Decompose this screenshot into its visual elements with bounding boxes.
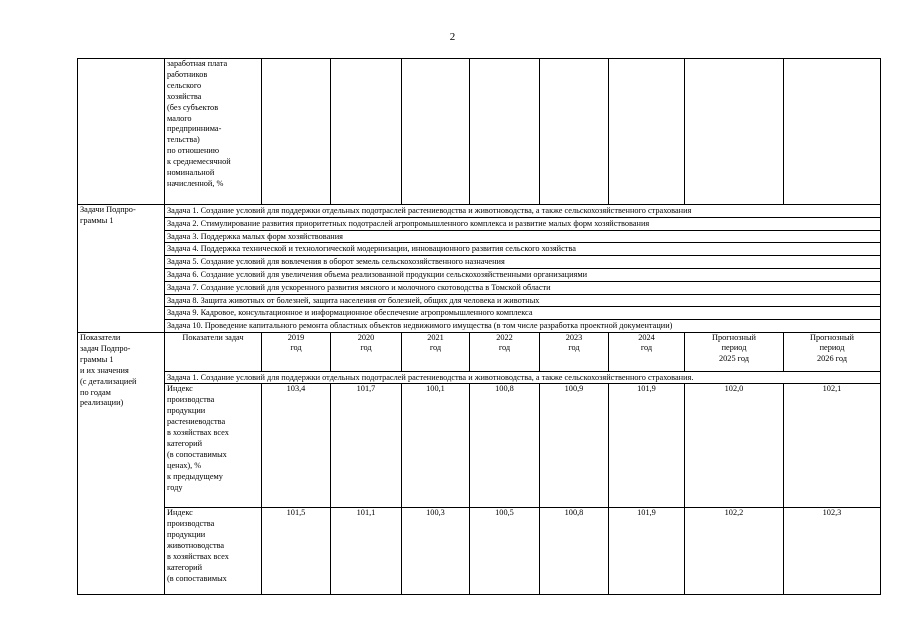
task-3: Задача 3. Поддержка малых форм хозяйствования xyxy=(165,230,881,243)
indicator-value: 101,9 xyxy=(609,384,685,508)
year-2026-header: Прогнозный период 2026 год xyxy=(784,332,881,371)
task-1-subheader: Задача 1. Создание условий для поддержки отдельных подотраслей растениеводства и животноводства, а также сельскохозяйственного страхования. xyxy=(165,371,881,384)
task-row xyxy=(78,307,881,320)
task-row xyxy=(78,217,881,230)
indicator-name: Индекс производства продукции животноводства в хозяйствах всех категорий (в сопоставимых xyxy=(165,508,262,595)
indicator-value: 102,2 xyxy=(685,508,784,595)
indicator-value: 101,7 xyxy=(331,384,402,508)
empty-cell xyxy=(540,59,609,205)
indicator-row xyxy=(78,508,881,595)
tasks-label: Задачи Подпро- граммы 1 xyxy=(78,205,165,333)
indicators-label: Показатели задач Подпро- граммы 1 и их значения (с детализацией по годам реализации) xyxy=(78,332,165,595)
empty-cell xyxy=(78,59,165,205)
task-row xyxy=(78,243,881,256)
task-1-subheader-row xyxy=(78,371,881,384)
page-number: 2 xyxy=(449,31,456,43)
top-indicator-row xyxy=(78,59,881,205)
year-2025-header: Прогнозный период 2025 год xyxy=(685,332,784,371)
indicator-value: 102,1 xyxy=(784,384,881,508)
top-indicator-name: заработная плата работников сельского хозяйства (без субъектов малого предприннима- тельства) по отношению к среднемесячной номинальной начисленной, % xyxy=(165,59,262,205)
indicator-value: 101,5 xyxy=(262,508,331,595)
task-10: Задача 10. Проведение капитального ремонта областных объектов недвижимого имущества (в том числе разработка проектной документации) xyxy=(165,320,881,333)
indicator-value: 100,8 xyxy=(470,384,540,508)
task-5: Задача 5. Создание условий для вовлечения в оборот земель сельскохозяйственного назначения xyxy=(165,256,881,269)
indicator-value: 102,3 xyxy=(784,508,881,595)
indicators-column-header: Показатели задач xyxy=(165,332,262,371)
empty-cell xyxy=(262,59,331,205)
task-row xyxy=(78,256,881,269)
task-1: Задача 1. Создание условий для поддержки отдельных подотраслей растениеводства и животноводства, а также сельскохозяйственного страхования xyxy=(165,205,881,218)
year-2024-header: 2024 год xyxy=(609,332,685,371)
indicator-name: Индекс производства продукции растениеводства в хозяйствах всех категорий (в сопоставимых ценах), % к предыдущему году xyxy=(165,384,262,508)
task-2: Задача 2. Стимулирование развития приоритетных подотраслей агропромышленного комплекса и развитие малых форм хозяйствования xyxy=(165,217,881,230)
indicators-header-row xyxy=(78,332,881,371)
empty-cell xyxy=(470,59,540,205)
empty-cell xyxy=(685,59,784,205)
indicator-value: 101,9 xyxy=(609,508,685,595)
indicator-value: 100,9 xyxy=(540,384,609,508)
indicator-row xyxy=(78,384,881,508)
year-2022-header: 2022 год xyxy=(470,332,540,371)
task-row xyxy=(78,205,881,218)
year-2020-header: 2020 год xyxy=(331,332,402,371)
task-6: Задача 6. Создание условий для увеличения объема реализованной продукции сельскохозяйственными организациями xyxy=(165,268,881,281)
task-row xyxy=(78,294,881,307)
indicator-value: 101,1 xyxy=(331,508,402,595)
empty-cell xyxy=(609,59,685,205)
task-8: Задача 8. Защита животных от болезней, защита населения от болезней, общих для человека и животных xyxy=(165,294,881,307)
indicator-value: 102,0 xyxy=(685,384,784,508)
indicator-value: 100,5 xyxy=(470,508,540,595)
task-4: Задача 4. Поддержка технической и технологической модернизации, инновационного развития сельского хозяйства xyxy=(165,243,881,256)
task-row xyxy=(78,268,881,281)
year-2021-header: 2021 год xyxy=(402,332,470,371)
year-2023-header: 2023 год xyxy=(540,332,609,371)
task-row xyxy=(78,281,881,294)
task-9: Задача 9. Кадровое, консультационное и информационное обеспечение агропромышленного комплекса xyxy=(165,307,881,320)
indicator-value: 100,8 xyxy=(540,508,609,595)
year-2019-header: 2019 год xyxy=(262,332,331,371)
indicator-value: 100,1 xyxy=(402,384,470,508)
task-row xyxy=(78,230,881,243)
empty-cell xyxy=(784,59,881,205)
subprogram-table xyxy=(77,58,881,595)
indicator-value: 103,4 xyxy=(262,384,331,508)
task-7: Задача 7. Создание условий для ускоренного развития мясного и молочного скотоводства в Томской области xyxy=(165,281,881,294)
task-row xyxy=(78,320,881,333)
indicator-value: 100,3 xyxy=(402,508,470,595)
empty-cell xyxy=(331,59,402,205)
empty-cell xyxy=(402,59,470,205)
